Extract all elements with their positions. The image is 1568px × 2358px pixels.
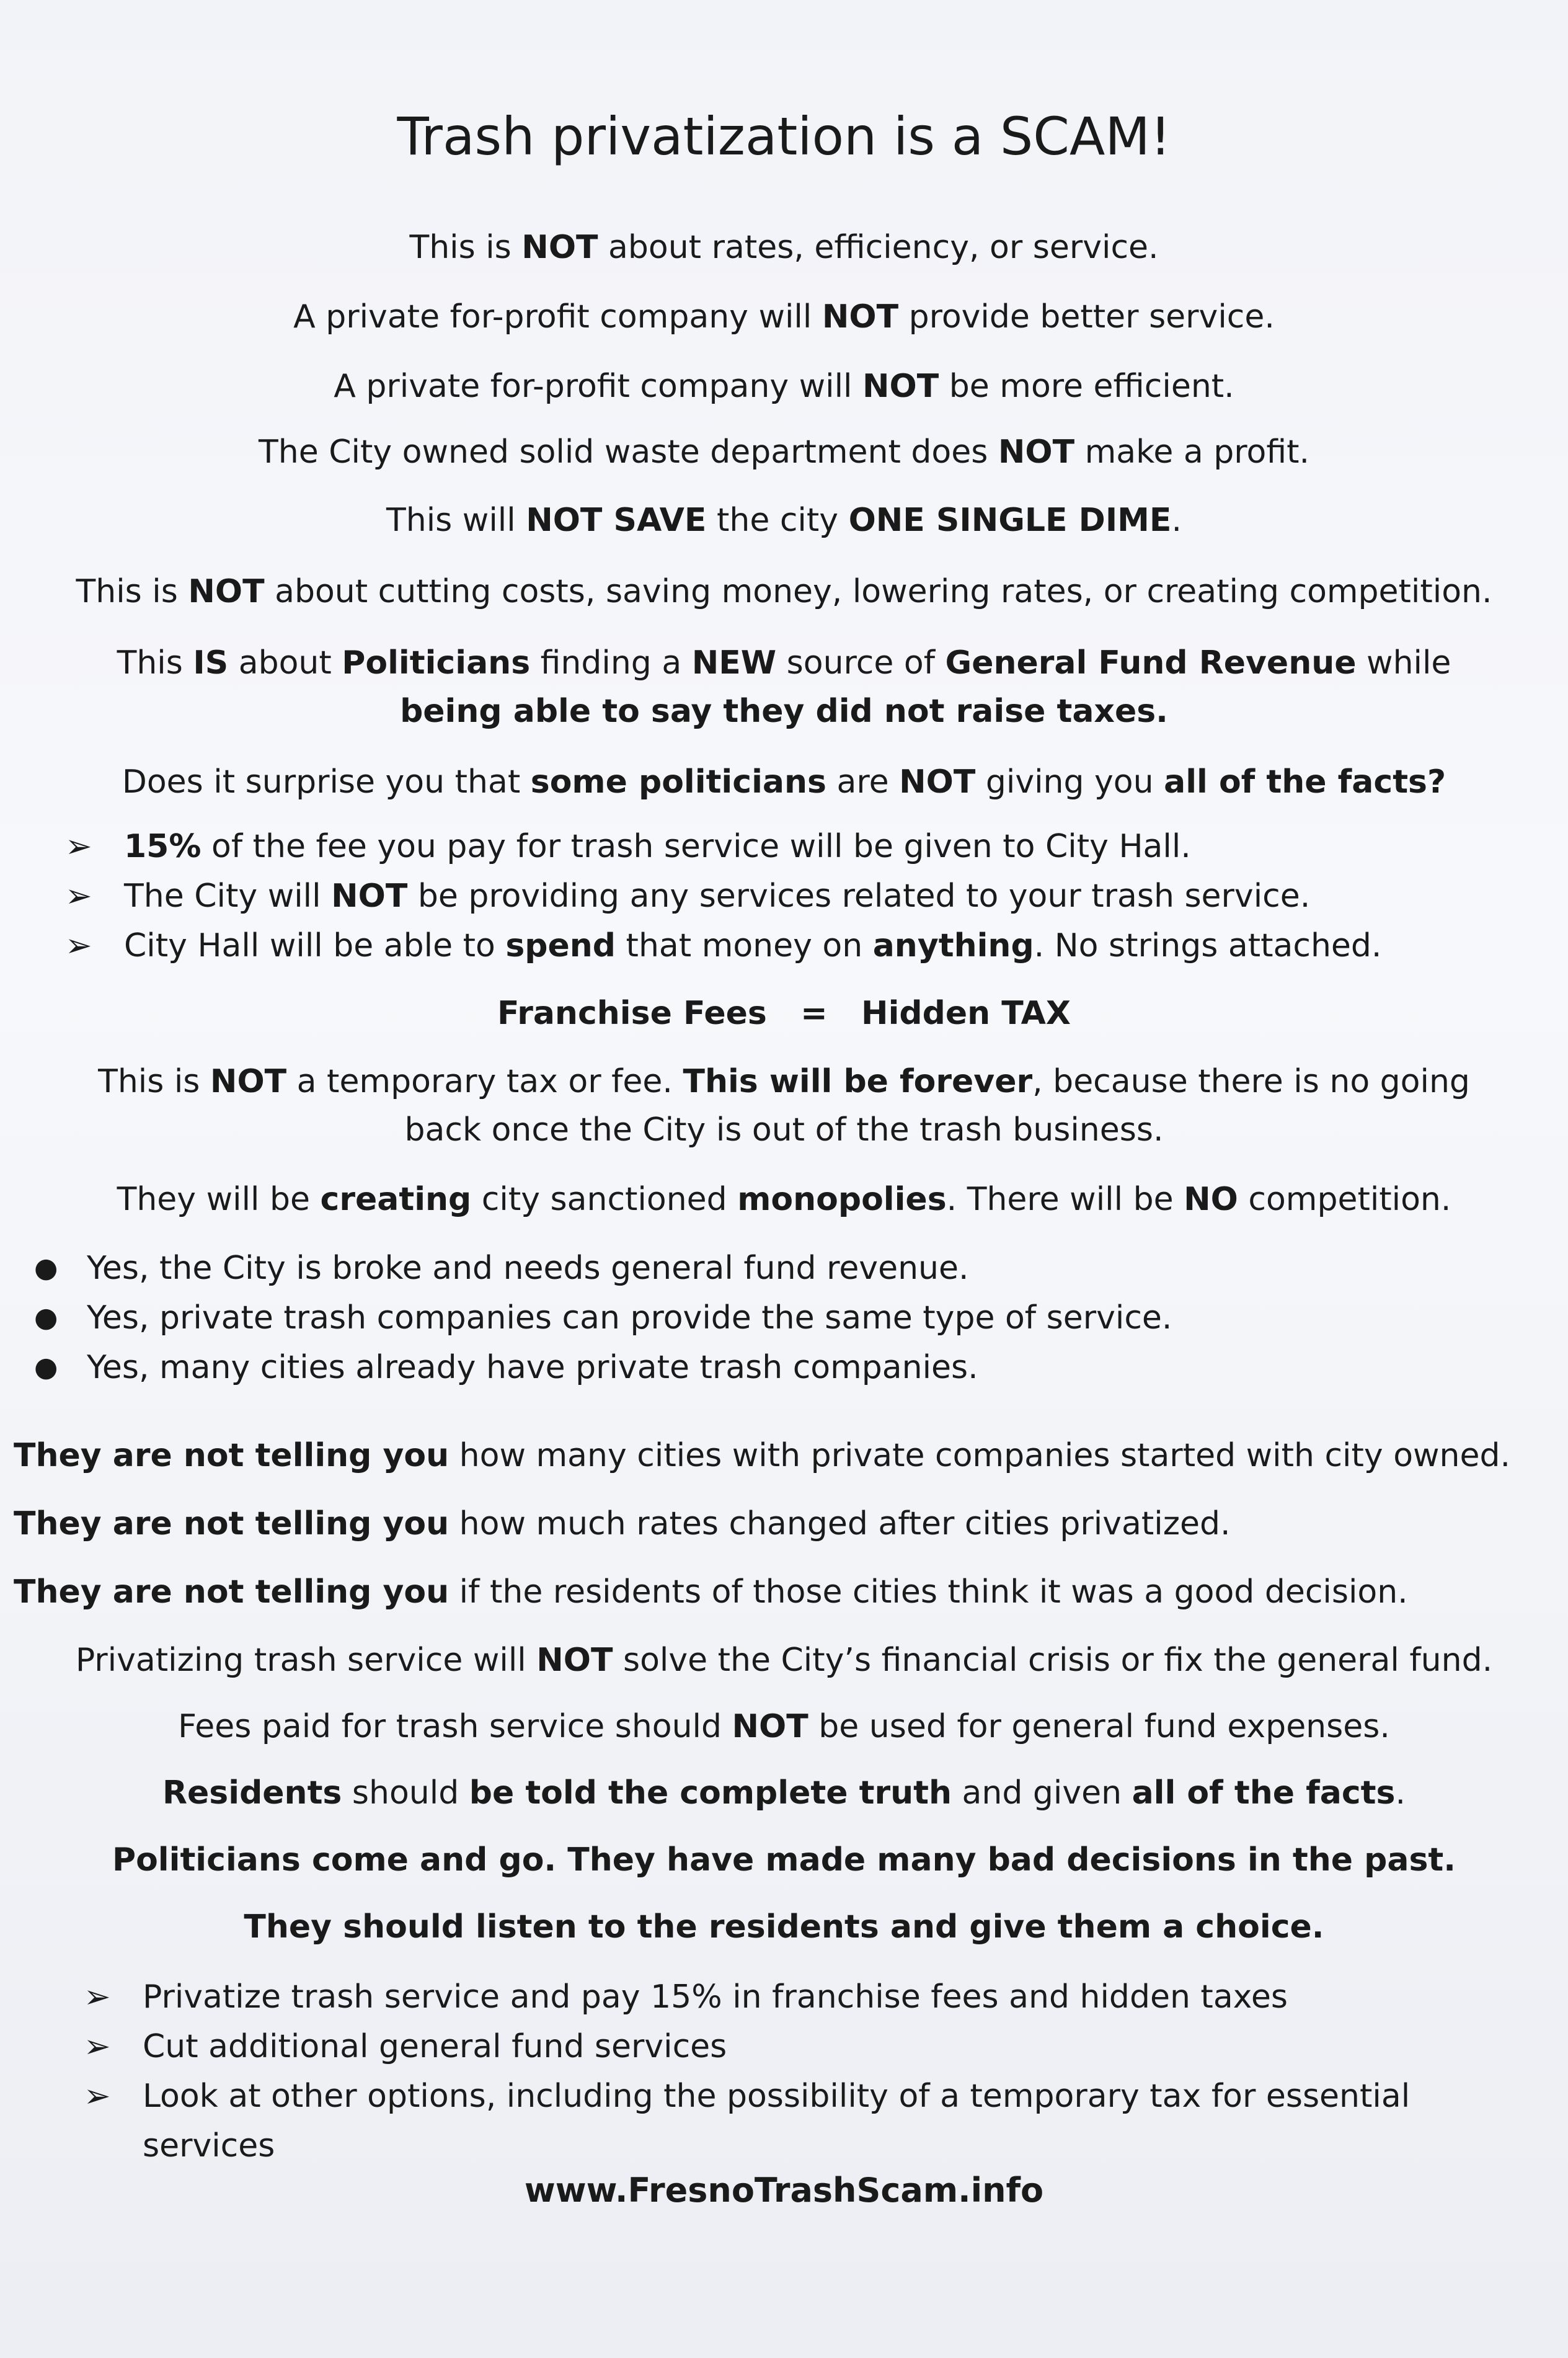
arrow-bullet-icon: ➢ <box>65 878 92 915</box>
monopolies-statement: They will be creating city sanctioned monopolies. There will be NO competition. <box>117 1181 1451 1218</box>
dot-bullet-icon: ● <box>34 1351 58 1383</box>
website-url: www.FresnoTrashScam.info <box>524 2171 1044 2210</box>
franchise-equation: Franchise Fees = Hidden TAX <box>497 995 1071 1032</box>
claim-costs: This is NOT about cutting costs, saving money, lowering rates, or creating competition. <box>76 573 1492 610</box>
forever-statement: This is NOT a temporary tax or fee. This will be forever, because there is no going back once the City is out of the trash business. <box>98 1063 1470 1149</box>
closing-fees: Fees paid for trash service should NOT be used for general fund expenses. <box>178 1708 1390 1745</box>
list-item: ➢ Look at other options, including the possibility of a temporary tax for essential services <box>84 2071 1543 2171</box>
arrow-bullet-icon: ➢ <box>65 927 92 964</box>
closing-politicians: Politicians come and go. They have made many bad decisions in the past. <box>112 1841 1456 1879</box>
claim-dime: This will NOT SAVE the city ONE SINGLE DIME. <box>386 502 1182 539</box>
claim-rates: This is NOT about rates, efficiency, or service. <box>409 229 1159 266</box>
claim-profit: The City owned solid waste department does NOT make a profit. <box>258 434 1310 471</box>
list-item: ➢ Privatize trash service and pay 15% in franchise fees and hidden taxes <box>84 1972 1543 2022</box>
arrow-bullet-icon: ➢ <box>65 828 92 865</box>
choices-list <box>84 1972 1543 2171</box>
list-item: ➢ The City will NOT be providing any services related to your trash service. <box>65 871 1543 921</box>
list-item: ● Yes, many cities already have private trash companies. <box>28 1343 1543 1392</box>
list-item: ➢ Cut additional general fund services <box>84 2022 1543 2071</box>
closing-crisis: Privatizing trash service will NOT solve the City’s financial crisis or fix the general fund. <box>75 1642 1493 1679</box>
yes-list <box>28 1244 1543 1392</box>
list-item: ● Yes, private trash companies can provide the same type of service. <box>28 1293 1543 1343</box>
list-item: ● Yes, the City is broke and needs general fund revenue. <box>28 1244 1543 1293</box>
dot-bullet-icon: ● <box>34 1252 58 1284</box>
not-telling-cities: They are not telling you how many cities with private companies started with city owned. <box>14 1437 1511 1474</box>
closing-truth: Residents should be told the complete truth and given all of the facts. <box>162 1774 1406 1812</box>
list-item: ➢ City Hall will be able to spend that money on anything. No strings attached. <box>65 921 1543 971</box>
list-item: ➢ 15% of the fee you pay for trash service will be given to City Hall. <box>65 822 1543 871</box>
claim-better-service: A private for-profit company will NOT provide better service. <box>293 298 1275 336</box>
arrow-bullet-icon: ➢ <box>84 2028 111 2065</box>
question-facts: Does it surprise you that some politicians are NOT giving you all of the facts? <box>122 763 1446 801</box>
claim-revenue: This IS about Politicians finding a NEW source of General Fund Revenue while being able to say they did not raise taxes. <box>117 644 1451 730</box>
arrow-bullet-icon: ➢ <box>84 2078 111 2115</box>
claim-efficient: A private for-profit company will NOT be more efficient. <box>334 368 1234 405</box>
page-title: Trash privatization is a SCAM! <box>397 106 1171 167</box>
dot-bullet-icon: ● <box>34 1302 58 1333</box>
closing-choice: They should listen to the residents and give them a choice. <box>244 1908 1324 1946</box>
facts-list <box>65 822 1543 971</box>
arrow-bullet-icon: ➢ <box>84 1978 111 2016</box>
not-telling-residents: They are not telling you if the residents of those cities think it was a good decision. <box>14 1573 1408 1611</box>
not-telling-rates: They are not telling you how much rates changed after cities privatized. <box>14 1505 1231 1542</box>
